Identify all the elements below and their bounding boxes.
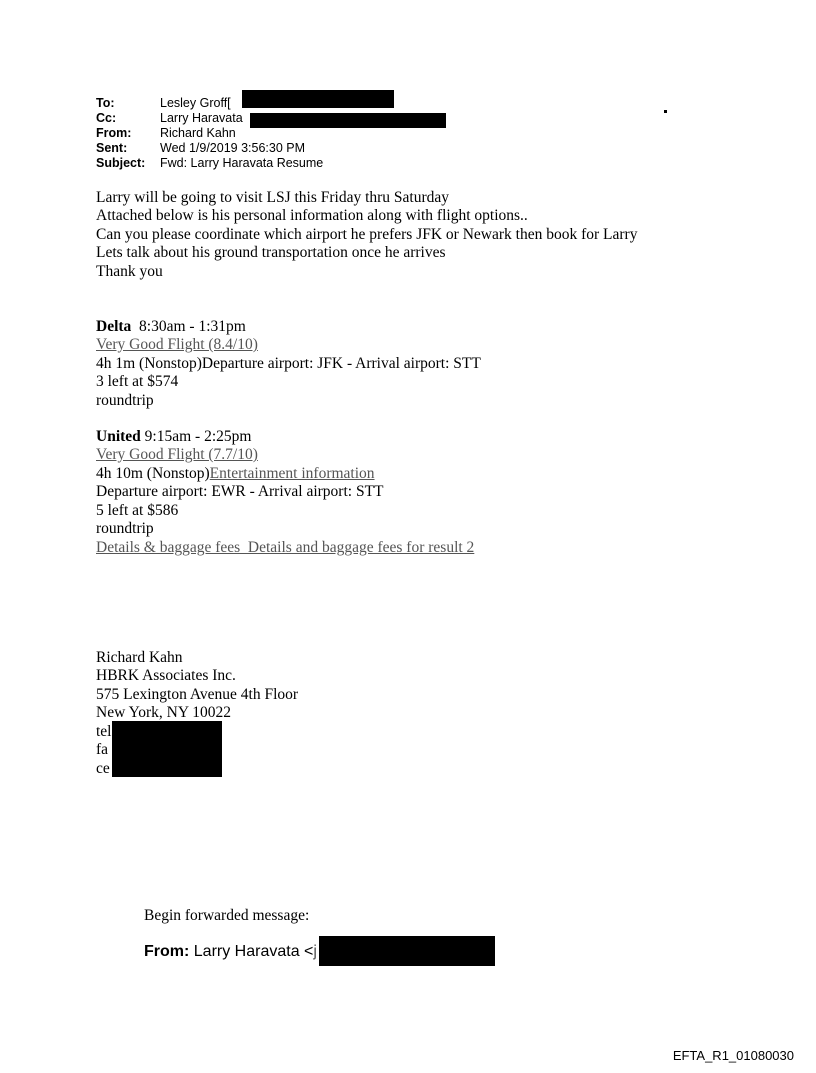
forwarded-from-row: [144, 942, 317, 962]
signature-cell-label: ce: [96, 760, 110, 777]
flight-2-availability: 5 left at $586: [96, 502, 179, 519]
flight-1-availability: 3 left at $574: [96, 373, 179, 390]
flight-1-time: 8:30am - 1:31pm: [131, 318, 246, 335]
to-value: Lesley Groff[: [160, 96, 231, 110]
redaction-phone-numbers: [112, 721, 222, 777]
forwarded-intro: Begin forwarded message:: [144, 907, 310, 924]
flight-2-title: [96, 428, 251, 446]
forwarded-from-email-link[interactable]: j: [313, 943, 317, 960]
cc-value: Larry Haravata: [160, 111, 243, 125]
flight-1-title: [96, 318, 246, 336]
body-line-4: Lets talk about his ground transportation once he arrives: [96, 244, 446, 261]
redaction-to-email: [242, 90, 394, 108]
subject-label: Subject:: [96, 156, 146, 170]
flight-1-trip: roundtrip: [96, 392, 154, 409]
redaction-cc-email: [250, 113, 446, 128]
flight-2-rating-link[interactable]: Very Good Flight (7.7/10): [96, 446, 258, 463]
signature-company: HBRK Associates Inc.: [96, 667, 236, 684]
stray-mark: [664, 110, 667, 113]
signature-tel-label: tel: [96, 723, 112, 740]
flight-2-airline: United: [96, 428, 141, 445]
body-line-2: Attached below is his personal information along with flight options..: [96, 207, 528, 224]
flight-2-trip: roundtrip: [96, 520, 154, 537]
body-line-1: Larry will be going to visit LSJ this Friday thru Saturday: [96, 189, 450, 206]
body-line-3: Can you please coordinate which airport he prefers JFK or Newark then book for Larry: [96, 226, 638, 243]
signature-address-2: New York, NY 10022: [96, 704, 232, 721]
flight-2-time: 9:15am - 2:25pm: [140, 428, 252, 445]
sent-value: Wed 1/9/2019 3:56:30 PM: [160, 141, 306, 155]
flight-2-duration-row: [96, 465, 375, 483]
flight-2-details-link[interactable]: Details & baggage fees Details and baggage fees for result 2: [96, 539, 475, 556]
redaction-forwarded-email: [319, 936, 495, 966]
flight-2-entertainment-link[interactable]: Entertainment information: [209, 465, 375, 482]
signature-name: Richard Kahn: [96, 649, 183, 666]
from-label: From:: [96, 126, 132, 140]
from-value: Richard Kahn: [160, 126, 236, 140]
flight-2-details-row: [96, 539, 474, 557]
forwarded-from-value: Larry Haravata <: [189, 943, 314, 960]
body-line-5: Thank you: [96, 263, 163, 280]
subject-value: Fwd: Larry Haravata Resume: [160, 156, 324, 170]
to-label: To:: [96, 96, 115, 110]
flight-1-rating-link[interactable]: Very Good Flight (8.4/10): [96, 336, 258, 353]
flight-1-rating-row: [96, 336, 258, 354]
flight-1-airline: Delta: [96, 318, 132, 335]
signature-fax-label: fa: [96, 741, 109, 758]
flight-1-duration: 4h 1m (Nonstop)Departure airport: JFK - Arrival airport: STT: [96, 355, 481, 372]
flight-2-duration: 4h 10m (Nonstop): [96, 465, 210, 482]
signature-address-1: 575 Lexington Avenue 4th Floor: [96, 686, 299, 703]
cc-label: Cc:: [96, 111, 117, 125]
flight-2-airports: Departure airport: EWR - Arrival airport: STT: [96, 483, 384, 500]
flight-2-rating-row: [96, 446, 258, 464]
sent-label: Sent:: [96, 141, 128, 155]
forwarded-from-label: From:: [144, 943, 190, 960]
document-id: EFTA_R1_01080030: [672, 1048, 794, 1063]
